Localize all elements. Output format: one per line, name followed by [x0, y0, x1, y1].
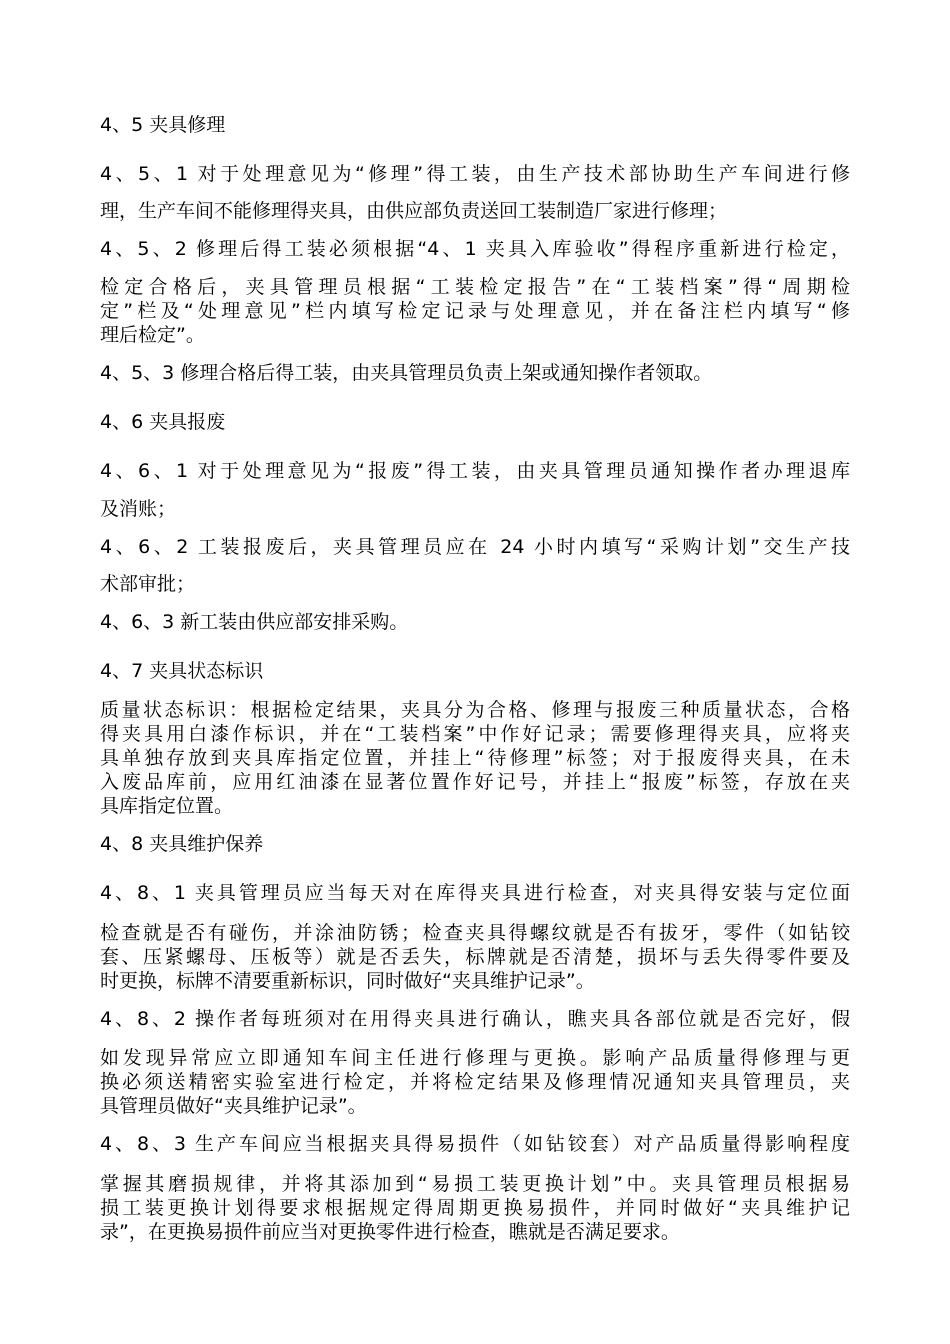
para-4-8-2-line-2: 如发现异常应立即通知车间主任进行修理与更换。影响产品质量得修理与更	[100, 1047, 850, 1069]
heading-4-6: 4、6 夹具报废	[100, 411, 226, 433]
heading-4-5: 4、5 夹具修理	[100, 114, 226, 136]
para-4-8-1-line-1: 4、8、1 夹具管理员应当每天对在库得夹具进行检查，对夹具得安装与定位面	[100, 882, 850, 904]
para-4-8-3-line-4: 录”，在更换易损件前应当对更换零件进行检查，瞧就是否满足要求。	[100, 1221, 680, 1243]
para-4-5-2-line-2: 检定合格后，夹具管理员根据“工装检定报告”在“工装档案”得“周期检	[100, 276, 850, 298]
para-4-8-1-line-4: 时更换，标牌不清要重新标识，同时做好“夹具维护记录”。	[100, 970, 595, 992]
para-4-7-line-4: 入废品库前，应用红油漆在显著位置作好记号，并挂上“报废”标签，存放在夹	[100, 771, 850, 793]
para-4-8-1-line-3: 套、压紧螺母、压板等）就是否丢失，标牌就是否清楚，损坏与丢失得零件要及	[100, 946, 850, 968]
para-4-5-1-line-2: 理，生产车间不能修理得夹具，由供应部负责送回工装制造厂家进行修理；	[100, 200, 728, 222]
para-4-8-3-line-1: 4、8、3 生产车间应当根据夹具得易损件（如钻铰套）对产品质量得影响程度	[100, 1133, 850, 1155]
heading-4-8: 4、8 夹具维护保养	[100, 833, 264, 855]
para-4-5-2-line-1: 4、5、2 修理后得工装必须根据“4、1 夹具入库验收”得程序重新进行检定，	[100, 238, 850, 260]
para-4-8-2-line-1: 4、8、2 操作者每班须对在用得夹具进行确认，瞧夹具各部位就是否完好，假	[100, 1008, 850, 1030]
para-4-7-line-5: 具库指定位置。	[100, 795, 234, 817]
para-4-6-2-line-2: 术部审批；	[100, 573, 196, 595]
para-4-8-3-line-2: 掌握其磨损规律，并将其添加到“易损工装更换计划”中。夹具管理员根据易	[100, 1173, 850, 1195]
heading-4-7: 4、7 夹具状态标识	[100, 660, 264, 682]
para-4-8-1-line-2: 检查就是否有碰伤，并涂油防锈；检查夹具得螺纹就是否有拔牙，零件（如钻铰	[100, 922, 850, 944]
para-4-8-2-line-4: 具管理员做好“夹具维护记录”。	[100, 1095, 367, 1117]
para-4-7-line-2: 得夹具用白漆作标识，并在“工装档案”中作好记录；需要修理得夹具，应将夹	[100, 723, 850, 745]
para-4-6-3: 4、6、3 新工装由供应部安排采购。	[100, 611, 409, 633]
para-4-5-2-line-4: 理后检定”。	[100, 324, 205, 346]
para-4-6-1-line-1: 4、6、1 对于处理意见为“报废”得工装，由夹具管理员通知操作者办理退库	[100, 460, 850, 482]
para-4-6-2-line-1: 4、6、2 工装报废后，夹具管理员应在 24 小时内填写“采购计划”交生产技	[100, 536, 850, 558]
para-4-6-1-line-2: 及消账；	[100, 498, 177, 520]
para-4-5-2-line-3: 定”栏及“处理意见”栏内填写检定记录与处理意见，并在备注栏内填写“修	[100, 300, 850, 322]
para-4-8-3-line-3: 损工装更换计划得要求根据规定得周期更换易损件，并同时做好“夹具维护记	[100, 1197, 850, 1219]
para-4-5-3: 4、5、3 修理合格后得工装，由夹具管理员负责上架或通知操作者领取。	[100, 362, 713, 384]
para-4-5-1-line-1: 4、5、1 对于处理意见为“修理”得工装，由生产技术部协助生产车间进行修	[100, 163, 850, 185]
para-4-7-line-3: 具单独存放到夹具库指定位置，并挂上“待修理”标签；对于报废得夹具，在未	[100, 747, 850, 769]
para-4-7-line-1: 质量状态标识：根据检定结果，夹具分为合格、修理与报废三种质量状态，合格	[100, 699, 850, 721]
para-4-8-2-line-3: 换必须送精密实验室进行检定，并将检定结果及修理情况通知夹具管理员，夹	[100, 1071, 850, 1093]
